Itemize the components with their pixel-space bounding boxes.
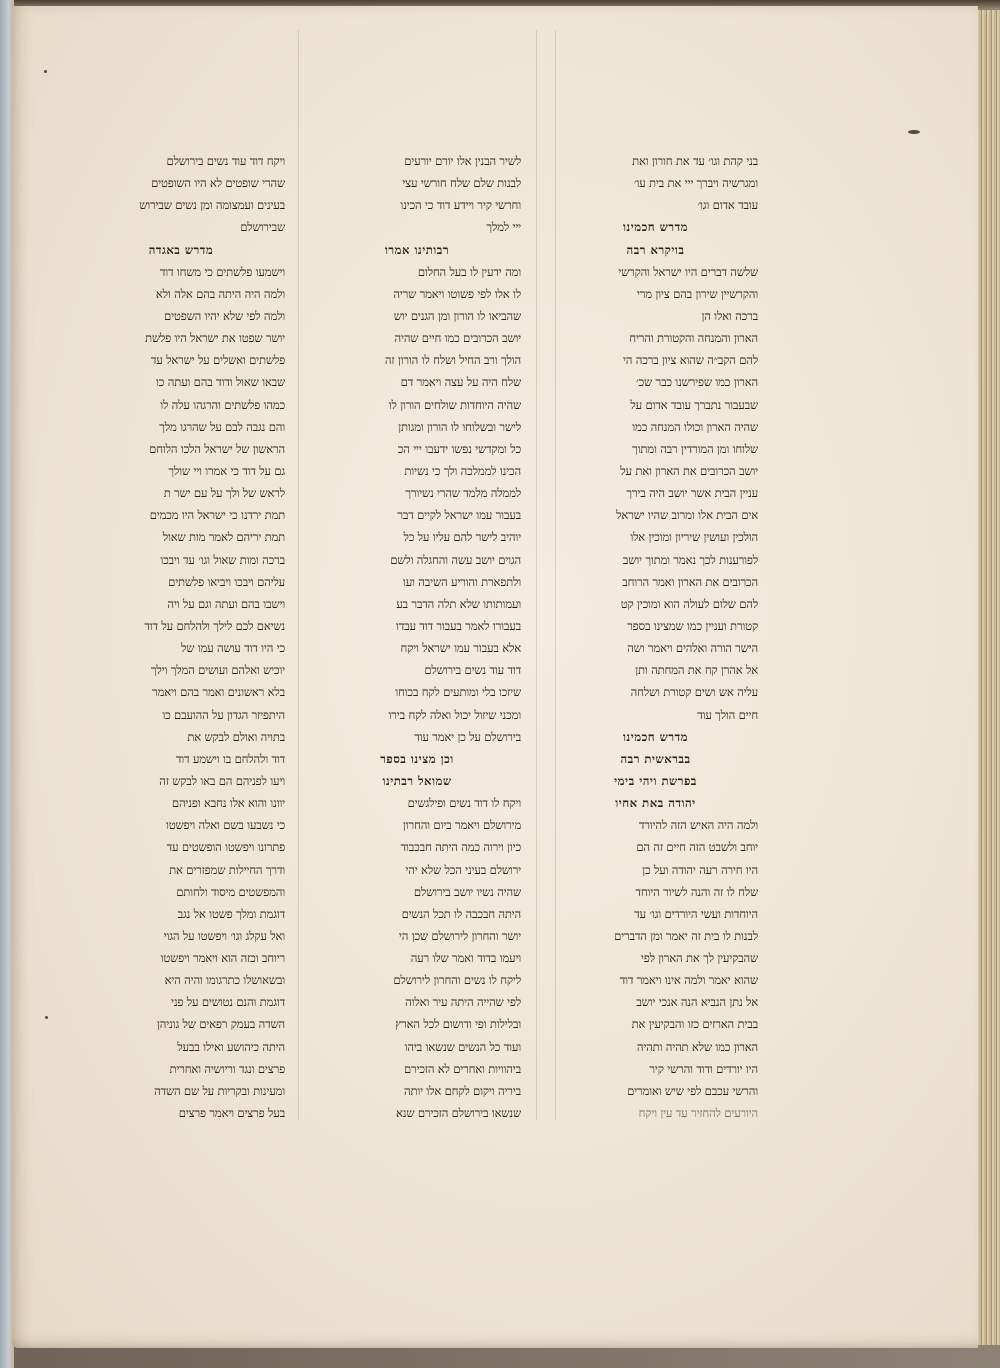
text-line: שהיה נשיו יושב בירושלם	[413, 884, 521, 899]
text-line: ייי למלך	[486, 220, 521, 235]
text-line: וישמעו פלשתים כי משחו דוד	[159, 264, 285, 279]
text-line: והמפשטים מיסוד ולחותם	[176, 884, 285, 899]
text-line: היו יורדים ודוד והרשי קיר	[649, 1061, 758, 1076]
text-line: כיון וירוה כמה היתה חבכבוד	[400, 840, 521, 855]
text-line: בעבורו לאמר בעבור דוד עבדו	[395, 618, 521, 633]
column-ruling-line	[536, 30, 537, 1120]
text-line: אלא בעבור עמו ישראל ויקח	[400, 641, 521, 656]
text-line: היורעים להחזיר עד עין ויקח	[638, 1106, 758, 1121]
text-line: ודרך החיילות שמפזרים את	[169, 862, 285, 877]
text-line: היו חירה רעה יהודה ועל כן	[642, 862, 758, 877]
text-line: ומכני שיזול יכול ואלה לקח בירו	[388, 707, 521, 722]
text-line: עובד אדום וגו׳	[697, 198, 758, 213]
text-line: וחרשי קיר ויידע דוד כי הכינו	[400, 198, 521, 213]
text-line: היתה כיהושע ואילו בבעל	[177, 1039, 285, 1054]
column-heading-line: מדרש חכמינו	[622, 220, 689, 235]
text-line: בתויה ואולם לבקש את	[187, 729, 285, 744]
text-line: שהיה היוחדות שולחים הורון לו	[388, 397, 521, 412]
column-heading-line: בפרשת ויהי בימי	[614, 773, 697, 788]
text-line: ולתפארת והוריע השיבה ועו	[402, 574, 521, 589]
text-column-left	[77, 150, 285, 1124]
text-line: יוונו והוא אלו נחבא ופניהם	[171, 796, 285, 811]
ink-dot	[44, 70, 47, 73]
column-heading-line: שמואל רבתינו	[382, 773, 452, 788]
text-line: לבנות שלם שלח חורשי עצי	[402, 176, 521, 191]
text-line: היתפיזר הגדון על ההועבם כו	[162, 707, 285, 722]
column-heading-line: מדרש חכמינו	[622, 729, 689, 744]
text-line: ומה ידעין לו בעל החלום	[417, 264, 521, 279]
column-heading-line: בויקרא רבה	[626, 242, 685, 257]
text-line: אים הבית אלו ומרוב שהיו ישראל	[616, 508, 758, 523]
text-column-right	[553, 150, 758, 1124]
text-line: ולמה לפי שלא יהיו השפטים	[164, 308, 285, 323]
text-line: דוד עוד נשים בירושלם	[424, 663, 521, 678]
text-line: שבאו שאול ודוד בהם ועתה כו	[156, 375, 285, 390]
text-line: הכרובים את הארון ואמר הרוחב	[622, 574, 758, 589]
text-line: ובשאושלו כתרגומו והיה היא	[164, 973, 285, 988]
text-line: אל אהרן קח את המחתה ותן	[635, 663, 758, 678]
text-line: לפי שהייה היתה עיר ואלוה	[405, 995, 521, 1010]
ink-mark	[908, 130, 920, 134]
text-line: פתרונו ויפשטו הופשטים עד	[166, 840, 285, 855]
column-heading-line: יהודה באת אחיו	[615, 796, 696, 811]
text-line: דוגמת והנם נטושים על פני	[171, 995, 285, 1010]
text-line: גם על דוד כי אמרו ויי שולך	[168, 463, 285, 478]
text-line: בני קהת וגו׳ עד את חורון ואת	[632, 154, 758, 168]
text-line: והרשי עכבם לפי שיש ואומרים	[627, 1083, 758, 1098]
text-line: שלשה דברים היו ישראל והקרשי	[618, 264, 758, 279]
text-line: ויעו לפניהם הם באו לבקש זה	[159, 773, 285, 788]
column-heading-line: מדרש באגדה	[148, 242, 214, 257]
text-line: דוד ולהלחם בו וישמע דוד	[175, 751, 285, 766]
text-line: לו אלו לפי פשוטו ויאמר שריה	[393, 286, 521, 301]
text-line: ועוד כל הנשים שנשאו ביהו	[404, 1039, 521, 1054]
text-line: יושר שפטו את ישראל היו פלשת	[145, 331, 285, 346]
text-line: לישר ובשלוחו לו הורון ומגותן	[398, 419, 521, 434]
text-line: ויעמו בדוד ואמר שלו רעה	[410, 951, 521, 966]
text-line: יושב הכרובים את הארון ואת על	[620, 463, 758, 478]
text-line: לפורענות לכך נאמר ומתוך יושב	[622, 552, 758, 567]
text-line: עניין הבית אשר יושב היה בירך	[626, 486, 758, 501]
text-line: ירושלם בעיני הכל שלא יהי	[405, 862, 521, 877]
column-heading-line: וכן מצינו בספר	[380, 751, 454, 766]
text-line: כמהו פלשתים והרגהו עלה לו	[160, 397, 285, 412]
text-line: השדה בעמק רפאים של גוניהן	[157, 1017, 285, 1032]
text-line: שנשאו בירושלם הזכירם שנא	[396, 1106, 521, 1121]
text-line: חיים הולך עוד	[697, 707, 758, 722]
text-line: היוחדות ועשי היורדים וגו׳ עד	[634, 906, 758, 921]
text-line: יושר והחרון לירושלם שכן הי	[398, 928, 521, 943]
text-line: כי היו דוד עושה עמו של	[181, 641, 285, 656]
text-line: שלוחו ומן המורדין רבה ומתוך	[632, 441, 758, 456]
text-line: ברכה ואלו הן	[701, 308, 758, 323]
column-heading-line: בבראשית רבה	[620, 751, 691, 766]
text-line: לבנות לו בית זה יאמר ומן הדברים	[614, 928, 758, 943]
text-line: שהוא יאמר ולמה אינו ויאמר דוד	[619, 973, 758, 988]
text-line: ואל עקלג וגו׳ ויפשטו על הגוי	[163, 928, 285, 943]
text-line: ובלילות ופי ודושום לכל הארץ	[395, 1017, 521, 1032]
text-line: כי נשבעו בשם ואלה ויפשטו	[165, 818, 285, 833]
text-line: לממלה מלמד שהרי נשיורך	[405, 486, 521, 501]
text-line: והם נגבה לבם על שהרגו מלך	[159, 419, 285, 434]
text-line: תמת יריהם לאמר מות שאול	[162, 530, 285, 545]
text-line: שבירושלם	[240, 220, 285, 235]
text-line: תמת ירדנו כי ישראל היו מכמים	[149, 508, 285, 523]
text-line: הגוים יושב עשה והחגלה ולשם	[390, 552, 521, 567]
text-line: ריוחב וכזה הוא ויאמר ויפשטו	[160, 951, 285, 966]
text-line: ברכה ומות שאול וגו׳ עד ויבכו	[160, 552, 285, 567]
text-line: הראשון של ישראל הלכו הלוחם	[149, 441, 285, 456]
text-line: שלח לו זה והנה לשיור היוחד	[635, 884, 758, 899]
text-line: וישבו בהם ועתה וגם על ויה	[167, 596, 285, 611]
text-line: הארון כמו שפירשנו כבר שכ׳	[636, 375, 758, 390]
text-line: שיזכו בלי ומותעים לקח בכוחו	[395, 685, 521, 700]
text-line: הישר הורה ואלהים ויאמר ושה	[627, 641, 758, 656]
ink-dot	[45, 1016, 48, 1019]
text-line: ליקח לו נשים והחרון לירושלם	[393, 973, 521, 988]
text-line: הולכין ועושין שיריון ומוכין אלו	[630, 530, 758, 545]
text-line: יוהיב לישר להם עליו על כל	[403, 530, 521, 545]
text-line: להם הקב״ה שהוא ציון ברכה הי	[622, 353, 758, 368]
text-line: יוכיש ואלהם ועושים המלך וילך	[150, 663, 285, 678]
text-line: להם שלום לעולה הוא ומוכין קט	[620, 596, 758, 611]
column-heading-line: רבותינו אמרו	[384, 242, 450, 257]
text-line: יוחב ולשבט הזה חיים זה הם	[636, 840, 758, 855]
text-line: שהביאו לו הורון ומן הגנים יוש	[393, 308, 521, 323]
text-line: הארון כמו שלא תהיה ותהיה	[636, 1039, 758, 1054]
text-line: בעבור עמו ישראל לקיים דבר	[397, 508, 521, 523]
text-line: והקרשיין שירון בהם ציון מרי	[636, 286, 758, 301]
text-line: ומעינות ובקריות על שם השדה	[154, 1083, 285, 1098]
text-line: ויקח לו דוד נשים ופילגשים	[407, 796, 521, 811]
text-line: שלח היה על עצה ויאמר דם	[400, 375, 521, 390]
text-line: יושב הכרובים כמו חיים שהיה	[394, 331, 521, 346]
text-line: שהבקיעין לך את הארון לפי	[640, 951, 758, 966]
text-line: הכינו לממלכה ולך כי נשיות	[404, 463, 521, 478]
text-line: לשיר הבנין אלו יורם יורעים	[404, 154, 521, 168]
text-line: דוגמת ומלך פשטו אל נגב	[177, 906, 285, 921]
text-line: אל נתן הנביא הנה אנכי יושב	[636, 995, 758, 1010]
text-line: פרצים ונגד וריושיה ואחרית	[169, 1061, 285, 1076]
text-line: ולמה היה האיש הזה להיורד	[638, 818, 758, 833]
column-ruling-line	[298, 30, 299, 1120]
text-line: פלשתים ואשלים על ישראל עד	[150, 353, 285, 368]
text-line: בבית הארזים כזו והבקיעין את	[631, 1017, 758, 1032]
text-column-middle	[313, 150, 521, 1124]
text-line: הארון והמנחה והקטורת והריח	[629, 331, 758, 346]
text-line: בירושלם על כן יאמר עוד	[414, 729, 521, 744]
text-line: לראש של ולך על עם ישר ת	[163, 486, 285, 501]
text-line: ביהוויות ואחרים לא הזכירם	[403, 1061, 521, 1076]
text-line: ולמה היה היתה בהם אלה ולא	[155, 286, 285, 301]
text-line: בעינים ועמצומה ומן נשים שבירוש	[139, 198, 285, 213]
text-line: היתה חבכבה לו תכל הנשים	[401, 906, 521, 921]
text-line: שהרי שופטים לא היו השופטים	[151, 176, 285, 191]
text-line: בעל פרצים ויאמר פרצים	[178, 1106, 285, 1121]
text-line: עליהם ויבכו ויביאו פלשתים	[168, 574, 285, 589]
text-line: ביריה ויקום לקחם אלו יותה	[403, 1083, 521, 1098]
text-line: שהיה הארון וכולו המנחה כמו	[632, 419, 758, 434]
text-line: כל ומקדשי נפשו ידעבו ייי הכ	[397, 441, 521, 456]
text-line: מירושלם ויאמר ביום והחרון	[403, 818, 521, 833]
text-line: ומגרשיה ויברך ייי את בית עו׳	[633, 176, 758, 191]
text-line: בלא ראשונים ואמר בהם ויאמר	[152, 685, 285, 700]
text-line: ועמותותו שלא תלה הדבר בע	[396, 596, 521, 611]
text-line: עליה אש ושים קטורת ושלחה	[630, 685, 758, 700]
text-line: שבעבור נתברך עובד אדום על	[630, 397, 758, 412]
text-line: ויקח דוד עוד נשים בירושלם	[166, 154, 285, 168]
text-line: קטורת ועניין כמו שמצינו בספר	[627, 618, 758, 633]
text-line: הולך ורב החיל ושלח לו הורון זה	[384, 353, 521, 368]
text-line: נשיאם לכם לילך ולהלחם על דוד	[144, 618, 285, 633]
